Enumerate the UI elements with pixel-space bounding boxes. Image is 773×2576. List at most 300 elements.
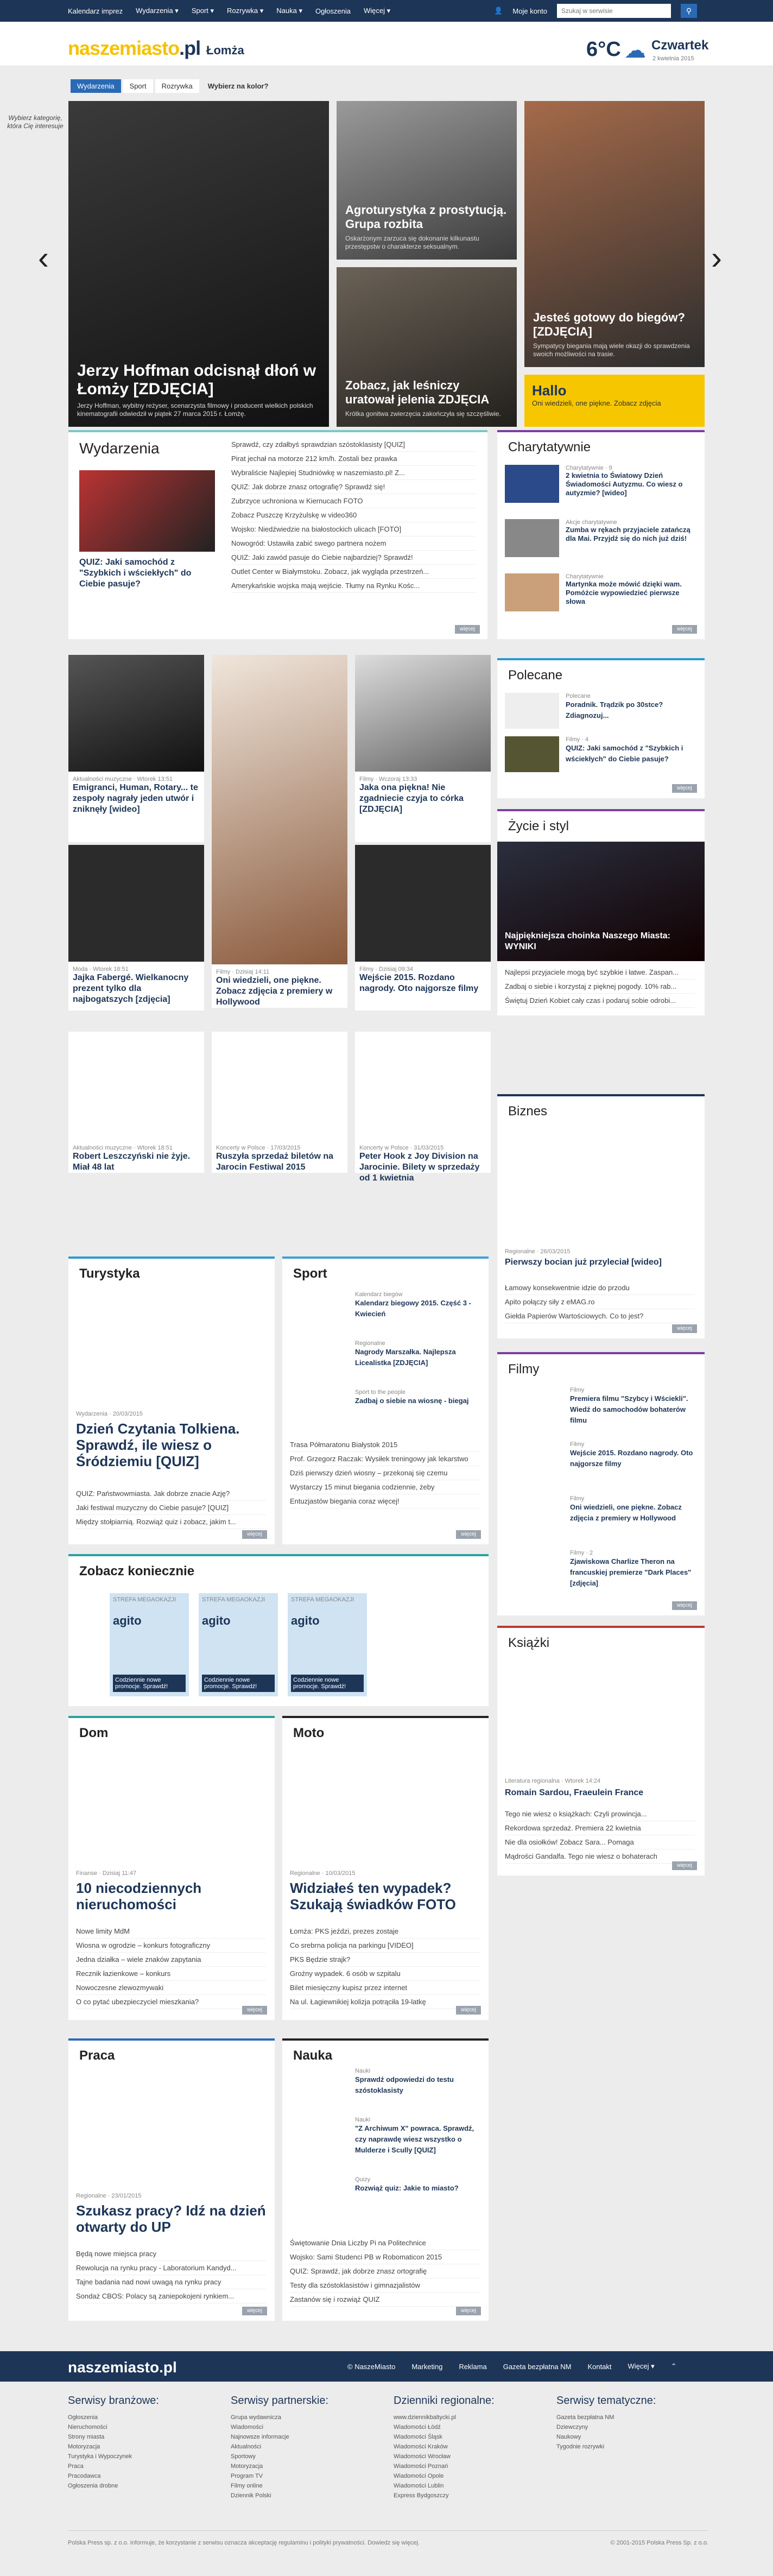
- section-nauka: [282, 2038, 489, 2321]
- thumbnail: [505, 465, 559, 503]
- list-item[interactable]: QUIZ: Jak dobrze znasz ortografię? Sprawdź się!: [231, 480, 476, 494]
- grid-image[interactable]: [68, 655, 204, 772]
- card-title: Ruszyła sprzedaż biletów na Jarocin Festiwal 2015: [216, 1152, 334, 1172]
- item-meta: Regionalne: [355, 1340, 385, 1347]
- nav-calendar[interactable]: Kalendarz imprez: [68, 7, 123, 15]
- item-title: Premiera filmu "Szybcy i Wściekli". Wiedź do samochodów bohaterów filmu: [570, 1394, 688, 1424]
- legal-text: Polska Press sp. z o.o. informuje, że korzystanie z serwisu oznacza akceptację regulaminu i polityki prywatności. Dowiedz się więcej.: [68, 2540, 420, 2546]
- footer-link[interactable]: Tygodnie rozrywki: [556, 2444, 605, 2450]
- section-moto: [282, 1716, 489, 2020]
- list-item[interactable]: Tego nie wiesz o książkach: Czyli prowincja...: [505, 1807, 695, 1821]
- account-link[interactable]: Moje konto: [512, 7, 547, 15]
- list-item[interactable]: Prof. Grzegorz Raczak: Wysiłek treningowy jak lekarstwo: [290, 1452, 480, 1466]
- footer-link[interactable]: Gazeta bezpłatna NM: [503, 2362, 572, 2371]
- cloud-rain-icon: ☁: [624, 39, 646, 62]
- item-meta: Charytatywnie · 9: [566, 465, 612, 471]
- article-card[interactable]: [355, 1032, 491, 1183]
- copyright-block: [68, 2530, 708, 2547]
- footer-link[interactable]: Najnowsze informacje: [231, 2434, 289, 2440]
- list-item[interactable]: Co srebrna policja na parkingu [VIDEO]: [290, 1939, 480, 1953]
- section-biznes: [497, 1094, 705, 1338]
- item-meta: Filmy: [570, 1441, 585, 1448]
- card-title: Wejście 2015. Rozdano nagrody. Oto najgorsze filmy: [359, 973, 479, 993]
- lead-title[interactable]: Widziałeś ten wypadek? Szukają świadków FOTO: [290, 1880, 456, 1912]
- item-meta: Filmy: [570, 1387, 585, 1393]
- photo: [355, 655, 491, 772]
- list-item[interactable]: Testy dla szóstoklasistów i gimnazjalistów: [290, 2278, 480, 2293]
- item-meta: Quizy: [355, 2176, 371, 2183]
- list-item[interactable]: Mądrości Gandalfa. Tego nie wiesz o bohaterach: [505, 1849, 695, 1864]
- footer-link[interactable]: Turystyka i Wypoczynek: [68, 2453, 132, 2460]
- biznes-list: [505, 1281, 695, 1323]
- polecane-item[interactable]: [505, 736, 683, 772]
- list-item[interactable]: Wiosna w ogrodzie – konkurs fotograficzny: [76, 1939, 266, 1953]
- item-title: Rozwiąż quiz: Jakie to miasto?: [355, 2184, 459, 2192]
- footer-link[interactable]: Filmy online: [231, 2483, 263, 2489]
- grid-image[interactable]: [68, 845, 204, 962]
- scroll-top-icon[interactable]: ⌃: [670, 2362, 677, 2370]
- list-item[interactable]: Świętuj Dzień Kobiet cały czas i podaruj sobie odrobi...: [505, 994, 695, 1008]
- footer-link[interactable]: Wiadomości Łódź: [394, 2424, 441, 2430]
- footer-link[interactable]: Strony miasta: [68, 2434, 105, 2440]
- film-item[interactable]: [505, 1495, 695, 1524]
- footer-link[interactable]: Motoryzacja: [68, 2444, 100, 2450]
- charity-item[interactable]: [505, 465, 683, 503]
- hero-mid-bottom-desc: Krótka gonitwa zwierzęcia zakończyła się szczęśliwie.: [345, 410, 501, 418]
- charity-item[interactable]: [505, 573, 682, 611]
- promo-text: Codziennie nowe promocje. Sprawdź!: [113, 1675, 186, 1692]
- nav-more[interactable]: Więcej ▾: [364, 7, 391, 15]
- search-input[interactable]: [557, 4, 671, 18]
- section-title[interactable]: Polecane: [508, 668, 563, 683]
- article-card[interactable]: [68, 962, 204, 1011]
- nauka-list: [290, 2236, 480, 2307]
- section-title[interactable]: Zobacz koniecznie: [79, 1564, 195, 1579]
- list-item[interactable]: Najlepsi przyjaciele mogą być szybkie i łatwe. Zaspan...: [505, 965, 695, 980]
- list-item[interactable]: Giełda Papierów Wartościowych. Co to jest?: [505, 1309, 695, 1323]
- nav-science[interactable]: Nauka ▾: [276, 7, 302, 15]
- footer-link[interactable]: © NaszeMiasto: [347, 2362, 396, 2371]
- footer-col: [556, 2395, 698, 2452]
- film-item[interactable]: [505, 1387, 695, 1426]
- footer-link[interactable]: Pracodawca: [68, 2473, 101, 2479]
- photo: [68, 655, 204, 772]
- logo-text: naszemiasto: [68, 37, 180, 59]
- site-header: [0, 22, 773, 66]
- nauka-item[interactable]: [290, 2068, 480, 2096]
- item-meta: Nauki: [355, 2117, 371, 2123]
- zycie-list: [505, 965, 695, 1008]
- sport-item[interactable]: [290, 1389, 480, 1406]
- user-icon[interactable]: 👤: [494, 7, 503, 15]
- footer-col-title: Serwisy tematyczne:: [556, 2395, 656, 2407]
- footer-link[interactable]: Wiadomości Kraków: [394, 2444, 448, 2450]
- footer-link[interactable]: Sportowy: [231, 2453, 256, 2460]
- footer-link[interactable]: Naukowy: [556, 2434, 581, 2440]
- list-item[interactable]: Bilet miesięczny kupisz przez internet: [290, 1981, 480, 1995]
- list-item[interactable]: QUIZ: Państwowmiasta. Jak dobrze znacie Azję?: [76, 1487, 266, 1501]
- card-meta: Filmy · Dzisiaj 09:34: [359, 966, 414, 973]
- top-nav: [68, 0, 390, 22]
- sport-list: [290, 1438, 480, 1508]
- thumbnail: [505, 693, 559, 729]
- card-title: Jajka Fabergé. Wielkanocny prezent tylko dla najbogatszych [zdjęcia]: [73, 973, 189, 1004]
- list-item[interactable]: Wojsko: Niedźwiedzie na białostockich ulicach [FOTO]: [231, 522, 476, 536]
- tab-entertainment[interactable]: Rozrywka: [155, 79, 199, 93]
- card-title: Emigranci, Human, Rotary... te zespoły nagrały jeden utwór i zniknęły [wideo]: [73, 783, 198, 814]
- item-title: Wejście 2015. Rozdano nagrody. Oto najgorsze filmy: [570, 1449, 693, 1468]
- promo-card[interactable]: [288, 1593, 367, 1696]
- tab-events[interactable]: Wydarzenia: [71, 79, 121, 93]
- more-button[interactable]: więcej: [242, 2307, 267, 2315]
- item-title: QUIZ: Jaki samochód z "Szybkich i wściekłych" do Ciebie pasuje?: [566, 744, 683, 763]
- list-item[interactable]: Świętowanie Dnia Liczby Pi na Politechnice: [290, 2236, 480, 2250]
- hero-mid-top[interactable]: [337, 101, 517, 260]
- site-logo[interactable]: [68, 37, 200, 60]
- section-ksiazki: [497, 1626, 705, 1876]
- nauka-item[interactable]: [290, 2117, 480, 2156]
- slider-prev-icon[interactable]: ‹: [38, 239, 49, 276]
- promo-label: STREFA MEGAOKAZJI: [202, 1596, 265, 1603]
- grid-image[interactable]: [212, 655, 347, 964]
- category-hint: Wybierz kategorię, która Cię interesuje: [7, 114, 64, 130]
- footer-link[interactable]: Express Bydgoszczy: [394, 2492, 449, 2499]
- footer-link[interactable]: Grupa wydawnicza: [231, 2414, 281, 2421]
- promo-label: STREFA MEGAOKAZJI: [113, 1596, 176, 1603]
- more-button[interactable]: więcej: [456, 2006, 481, 2015]
- promo-label: STREFA MEGAOKAZJI: [291, 1596, 354, 1603]
- thumbnail: [505, 519, 559, 557]
- list-item[interactable]: Nie dla osiołków! Zobacz Sara... Pomaga: [505, 1835, 695, 1849]
- list-item[interactable]: Rekordowa sprzedaż. Premiera 22 kwietnia: [505, 1821, 695, 1835]
- wydarzenia-image[interactable]: [79, 470, 215, 552]
- list-item[interactable]: QUIZ: Sprawdź, jak dobrze znasz ortografię: [290, 2264, 480, 2278]
- city-selector[interactable]: Łomża: [206, 43, 244, 57]
- film-item[interactable]: [505, 1441, 695, 1469]
- footer-link[interactable]: Aktualności: [231, 2444, 262, 2450]
- list-item[interactable]: Wystarczy 15 minut biegania codziennie, żeby: [290, 1480, 480, 1494]
- section-title[interactable]: Turystyka: [79, 1266, 140, 1281]
- section-title[interactable]: Praca: [79, 2048, 115, 2063]
- top-navigation-bar: [0, 0, 773, 22]
- hero-main[interactable]: [68, 101, 329, 427]
- footer-link[interactable]: Wiadomości Opole: [394, 2473, 444, 2479]
- item-title: Oni wiedzieli, one piękne. Zobacz zdjęcia z premiery w Hollywood: [570, 1503, 682, 1522]
- list-item[interactable]: Łomża: PKS jeździ, prezes zostaje: [290, 1924, 480, 1939]
- item-meta: Kalendarz biegów: [355, 1291, 403, 1298]
- footer-link[interactable]: Gazeta bezpłatna NM: [556, 2414, 614, 2421]
- more-button[interactable]: więcej: [456, 1530, 481, 1539]
- list-item[interactable]: Jaki festiwal muzyczny do Ciebie pasuje? [QUIZ]: [76, 1501, 266, 1515]
- footer-link[interactable]: Wiadomości Lublin: [394, 2483, 444, 2489]
- list-item[interactable]: Zadbaj o siebie i korzystaj z pięknej pogody. 10% rab...: [505, 980, 695, 994]
- article-card[interactable]: [68, 772, 204, 842]
- footer-link[interactable]: Ogłoszenia drobne: [68, 2483, 118, 2489]
- footer-col: [231, 2395, 372, 2501]
- list-item[interactable]: Recznik łazienkowe – konkurs: [76, 1967, 266, 1981]
- dom-list: [76, 1924, 266, 2009]
- logo-domain: .pl: [179, 37, 201, 59]
- zycie-caption[interactable]: Najpiękniejsza choinka Naszego Miasta: WYNIKI: [505, 931, 670, 951]
- item-meta: Filmy: [570, 1495, 585, 1502]
- list-item[interactable]: Outlet Center w Białymstoku. Zobacz, jak wygląda przestrzeń...: [231, 565, 476, 579]
- section-title[interactable]: Charytatywnie: [508, 440, 591, 454]
- hero-main-caption: [68, 353, 329, 427]
- card-title: Oni wiedzieli, one piękne. Zobacz zdjęcia z premiery w Hollywood: [216, 976, 333, 1007]
- hallo-title: Hallo: [532, 382, 567, 399]
- promo-card[interactable]: [199, 1593, 278, 1696]
- footer-col: [68, 2395, 209, 2491]
- list-item[interactable]: Groźny wypadek. 6 osób w szpitalu: [290, 1967, 480, 1981]
- footer-link[interactable]: Dziennik Polski: [231, 2492, 271, 2499]
- card-meta: Aktualności muzyczne · Wtorek 13:51: [73, 776, 173, 782]
- list-item[interactable]: Trasa Półmaratonu Białystok 2015: [290, 1438, 480, 1452]
- nav-sport[interactable]: Sport ▾: [191, 7, 214, 15]
- praca-list: [76, 2247, 266, 2303]
- more-button[interactable]: więcej: [672, 1324, 697, 1333]
- lead-title[interactable]: Szukasz pracy? Idź na dzień otwarty do UP: [76, 2202, 266, 2235]
- rights-text: © 2001-2015 Polska Press Sp. z o.o.: [610, 2540, 708, 2546]
- hero-main-title: Jerzy Hoffman odcisnął dłoń w Łomży [ZDJĘCIA]: [77, 362, 316, 398]
- promo-text: Codziennie nowe promocje. Sprawdź!: [291, 1675, 364, 1692]
- list-item[interactable]: Będą nowe miejsca pracy: [76, 2247, 266, 2261]
- section-wydarzenia: [68, 430, 487, 639]
- turystyka-list: [76, 1487, 266, 1529]
- weather-day: Czwartek: [651, 38, 709, 53]
- item-title: Nagrody Marszałka. Najlepsza Licealistka [ZDJĘCIA]: [355, 1348, 456, 1367]
- slider-next-icon[interactable]: ›: [711, 239, 722, 276]
- item-meta: Nauki: [355, 2068, 371, 2074]
- film-item[interactable]: [505, 1550, 695, 1589]
- item-title: Martynka może mówić dzięki wam. Pomóżcie wypowiedzieć pierwsze słowa: [566, 580, 682, 605]
- promo-card[interactable]: [110, 1593, 189, 1696]
- more-button[interactable]: więcej: [242, 2006, 267, 2015]
- tab-sport[interactable]: Sport: [123, 79, 153, 93]
- list-item[interactable]: Dziś pierwszy dzień wiosny – przekonaj się czemu: [290, 1466, 480, 1480]
- lead-meta: Wydarzenia · 20/03/2015: [76, 1411, 143, 1417]
- footer-link[interactable]: Wiadomości Śląsk: [394, 2434, 442, 2440]
- more-button[interactable]: więcej: [456, 2307, 481, 2315]
- footer-link[interactable]: Wiadomości Poznań: [394, 2463, 448, 2470]
- section-sport: [282, 1257, 489, 1544]
- section-filmy: [497, 1352, 705, 1615]
- lead-meta: Regionalne · 26/03/2015: [505, 1248, 571, 1255]
- footer-link[interactable]: Więcej ▾: [628, 2362, 655, 2370]
- hallo-promo[interactable]: [524, 375, 705, 427]
- footer-link[interactable]: Wiadomości Wrocław: [394, 2453, 451, 2460]
- sport-item[interactable]: [290, 1291, 480, 1319]
- hero-right[interactable]: [524, 101, 705, 367]
- footer-link[interactable]: Nieruchomości: [68, 2424, 107, 2430]
- section-title[interactable]: Filmy: [508, 1362, 540, 1377]
- nauka-item[interactable]: [290, 2176, 480, 2194]
- section-charytatywnie: [497, 430, 705, 639]
- charity-item[interactable]: [505, 519, 690, 557]
- thumbnail: [505, 736, 559, 772]
- list-item[interactable]: Między stołpiarnią. Rozwiąż quiz i zobacz, jakim t...: [76, 1515, 266, 1529]
- footer-bar: [0, 2351, 773, 2382]
- section-title[interactable]: Dom: [79, 1726, 109, 1740]
- thumbnail: [290, 1291, 350, 1329]
- hero-mid-top-desc: Oskarżonym zarzuca się dokonanie kilkunastu przestępstw o charakterze seksualnym.: [345, 235, 479, 250]
- item-meta: Akcje charytatywne: [566, 519, 617, 526]
- sport-item[interactable]: [290, 1340, 480, 1368]
- lead-title[interactable]: Romain Sardou, Fraeulein France: [505, 1788, 644, 1797]
- footer-col: [394, 2395, 535, 2501]
- list-item[interactable]: PKS Będzie strajk?: [290, 1953, 480, 1967]
- list-item[interactable]: Tajne badania nad nowi uwagą na rynku pracy: [76, 2275, 266, 2289]
- hero-mid-top-title: Agroturystyka z prostytucją. Grupa rozbita: [345, 203, 507, 231]
- nav-events[interactable]: Wydarzenia ▾: [136, 7, 179, 15]
- section-zycie: [497, 809, 705, 1015]
- item-title: Zadbaj o siebie na wiosnę - biegaj: [355, 1397, 469, 1405]
- footer-link[interactable]: Dziewczyny: [556, 2424, 588, 2430]
- more-button[interactable]: więcej: [672, 1861, 697, 1870]
- more-button[interactable]: więcej: [672, 625, 697, 634]
- thumbnail: [505, 573, 559, 611]
- item-meta: Polecane: [566, 693, 591, 699]
- list-item[interactable]: Nowoczesne zlewozmywaki: [76, 1981, 266, 1995]
- section-title[interactable]: Życie i styl: [508, 819, 569, 834]
- more-button[interactable]: więcej: [672, 784, 697, 793]
- footer-col-title: Serwisy partnerskie:: [231, 2395, 329, 2407]
- card-meta: Koncerty w Polsce · 31/03/2015: [359, 1145, 444, 1151]
- section-title[interactable]: Biznes: [508, 1104, 548, 1119]
- list-item[interactable]: Zastanów się i rozwiąż QUIZ: [290, 2293, 480, 2307]
- footer-col-title: Dzienniki regionalne:: [394, 2395, 495, 2407]
- list-item[interactable]: Zobacz Puszczę Krzyżulskę w video360: [231, 508, 476, 522]
- item-title: Sprawdź odpowiedzi do testu szóstoklasisty: [355, 2075, 454, 2094]
- footer-link[interactable]: Marketing: [411, 2362, 443, 2371]
- top-right-tools: [494, 0, 697, 22]
- article-card[interactable]: [212, 1032, 347, 1173]
- more-button[interactable]: więcej: [242, 1530, 267, 1539]
- section-title[interactable]: Nauka: [293, 2048, 333, 2063]
- article-card[interactable]: [212, 964, 347, 1008]
- list-item[interactable]: Sprawdź, czy zdałbyś sprawdzian szóstoklasisty [QUIZ]: [231, 438, 476, 452]
- card-meta: Moda · Wtorek 18:51: [73, 966, 129, 973]
- hero-mid-bottom[interactable]: [337, 267, 517, 427]
- article-card[interactable]: [355, 772, 491, 842]
- footer-logo[interactable]: naszemiasto.pl: [68, 2359, 177, 2376]
- lead-title[interactable]: Dzień Czytania Tolkiena. Sprawdź, ile wiesz o Śródziemiu [QUIZ]: [76, 1420, 240, 1469]
- site-footer: [0, 2351, 773, 2576]
- list-item[interactable]: Jedna działka – wiele znaków zapytania: [76, 1953, 266, 1967]
- photo: [359, 1036, 486, 1145]
- promo-brand: agito: [202, 1614, 231, 1627]
- item-title: Kalendarz biegowy 2015. Część 3 - Kwiecień: [355, 1299, 471, 1318]
- list-item[interactable]: Sondaż CBOS: Polacy są zaniepokojeni rynkiem...: [76, 2289, 266, 2303]
- article-card[interactable]: [355, 962, 491, 1011]
- section-title[interactable]: Moto: [293, 1726, 325, 1740]
- footer-link[interactable]: www.dziennikbaltycki.pl: [394, 2414, 456, 2421]
- wydarzenia-caption[interactable]: QUIZ: Jaki samochód z "Szybkich i wściekłych" do Ciebie pasuje?: [79, 558, 192, 589]
- item-title: 2 kwietnia to Światowy Dzień Świadomości Autyzmu. Co wiesz o autyzmie? [wideo]: [566, 471, 683, 497]
- promo-text: Codziennie nowe promocje. Sprawdź!: [202, 1675, 275, 1692]
- temperature: 6°C: [586, 38, 621, 61]
- card-meta: Aktualności muzyczne · Wtorek 18:51: [73, 1145, 173, 1151]
- photo: [73, 1036, 200, 1145]
- footer-link[interactable]: Motoryzacja: [231, 2463, 263, 2470]
- hero-right-title: Jesteś gotowy do biegów? [ZDJĘCIA]: [533, 311, 685, 338]
- footer-link[interactable]: Program TV: [231, 2473, 263, 2479]
- section-zobacz: [68, 1554, 489, 1706]
- list-item[interactable]: Łamowy konsekwentnie idzie do przodu: [505, 1281, 695, 1295]
- grid-image[interactable]: [355, 845, 491, 962]
- hero-right-desc: Sympatycy biegania mają wiele okazji do sprawdzenia swoich możliwości na trasie.: [533, 342, 690, 358]
- list-item[interactable]: O co pytać ubezpieczyciel mieszkania?: [76, 1995, 266, 2009]
- promo-brand: agito: [113, 1614, 142, 1627]
- footer-link[interactable]: Ogłoszenia: [68, 2414, 98, 2421]
- lead-title[interactable]: 10 niecodziennych nieruchomości: [76, 1880, 202, 1912]
- list-item[interactable]: Na ul. Łagiewnikiej kolizja potrąciła 19-latkę: [290, 1995, 480, 2009]
- section-praca: [68, 2038, 275, 2321]
- item-title: Zjawiskowa Charlize Theron na francuskiej premierze "Dark Places" [zdjęcia]: [570, 1557, 692, 1587]
- card-title: Peter Hook z Joy Division na Jarocinie. Bilety w sprzedaży od 1 kwietnia: [359, 1152, 480, 1183]
- lead-title[interactable]: Pierwszy bocian już przyleciał [wideo]: [505, 1258, 662, 1267]
- section-title[interactable]: Wydarzenia: [79, 440, 160, 457]
- card-meta: Filmy · Dzisiaj 14:11: [216, 969, 270, 975]
- category-tabs: [71, 79, 275, 93]
- card-title: Jaka ona piękna! Nie zgadniecie czyja to córka [ZDJĘCIA]: [359, 783, 464, 814]
- list-item[interactable]: Wojsko: Sami Studenci PB w Robomaticon 2015: [290, 2250, 480, 2264]
- section-title[interactable]: Książki: [508, 1636, 550, 1650]
- grid-image[interactable]: [355, 655, 491, 772]
- footer-link[interactable]: Reklama: [459, 2362, 487, 2371]
- item-title: "Z Archiwum X" powraca. Sprawdź, czy naprawdę wiesz wszystko o Mulderze i Scully [QUIZ]: [355, 2124, 474, 2154]
- nav-ads[interactable]: Ogłoszenia: [315, 7, 351, 15]
- article-card[interactable]: [68, 1032, 204, 1173]
- promo-brand: agito: [291, 1614, 320, 1627]
- list-item[interactable]: QUIZ: Jaki zawód pasuje do Ciebie najbardziej? Sprawdź!: [231, 551, 476, 565]
- lead-meta: Finanse · Dzisiaj 11:47: [76, 1870, 137, 1877]
- ksiazki-list: [505, 1807, 695, 1864]
- lead-meta: Literatura regionalna · Wtorek 14:24: [505, 1778, 601, 1784]
- list-item[interactable]: Nowogród: Ustawiła zabić swego partnera nożem: [231, 536, 476, 551]
- item-meta: Filmy · 4: [566, 736, 589, 743]
- item-title: Zumba w rękach przyjaciele zatańczą dla Mai. Przyjdź się do nich już dziś!: [566, 526, 690, 542]
- section-dom: [68, 1716, 275, 2020]
- moto-list: [290, 1924, 480, 2009]
- search-icon[interactable]: ⚲: [681, 4, 697, 18]
- more-button[interactable]: więcej: [672, 1601, 697, 1610]
- item-meta: Charytatywnie: [566, 573, 604, 580]
- photo: [68, 845, 204, 962]
- footer-link[interactable]: Praca: [68, 2463, 84, 2470]
- section-title[interactable]: Sport: [293, 1266, 327, 1281]
- tab-choose-color[interactable]: Wybierz na kolor?: [207, 82, 269, 90]
- footer-link[interactable]: Wiadomości: [231, 2424, 263, 2430]
- list-item[interactable]: Nowe limity MdM: [76, 1924, 266, 1939]
- lead-meta: Regionalne · 23/01/2015: [76, 2193, 142, 2199]
- card-title: Robert Leszczyński nie żyje. Miał 48 lat: [73, 1152, 191, 1172]
- list-item[interactable]: Apito połączy siły z eMAG.ro: [505, 1295, 695, 1309]
- polecane-item[interactable]: [505, 693, 663, 729]
- card-meta: Koncerty w Polsce · 17/03/2015: [216, 1145, 301, 1151]
- list-item[interactable]: Rewolucja na rynku pracy - Laboratorium Kandyd...: [76, 2261, 266, 2275]
- more-button[interactable]: więcej: [455, 625, 480, 634]
- list-item[interactable]: Zubrzyce uchroniona w Kiernucach FOTO: [231, 494, 476, 508]
- footer-col-title: Serwisy branżowe:: [68, 2395, 159, 2407]
- list-item[interactable]: Pirat jechał na motorze 212 km/h. Zostali bez prawka: [231, 452, 476, 466]
- list-item[interactable]: Amerykańskie wojska mają wejście. Tłumy na Rynku Kośc...: [231, 579, 476, 593]
- list-item[interactable]: Entuzjastów biegania coraz więcej!: [290, 1494, 480, 1508]
- list-item[interactable]: Wybraliście Najlepiej Studniówkę w naszemiasto.pl! Z...: [231, 466, 476, 480]
- nav-entertainment[interactable]: Rozrywka ▾: [227, 7, 264, 15]
- wydarzenia-list: [231, 438, 476, 593]
- section-turystyka: [68, 1257, 275, 1544]
- footer-link[interactable]: Kontakt: [587, 2362, 612, 2371]
